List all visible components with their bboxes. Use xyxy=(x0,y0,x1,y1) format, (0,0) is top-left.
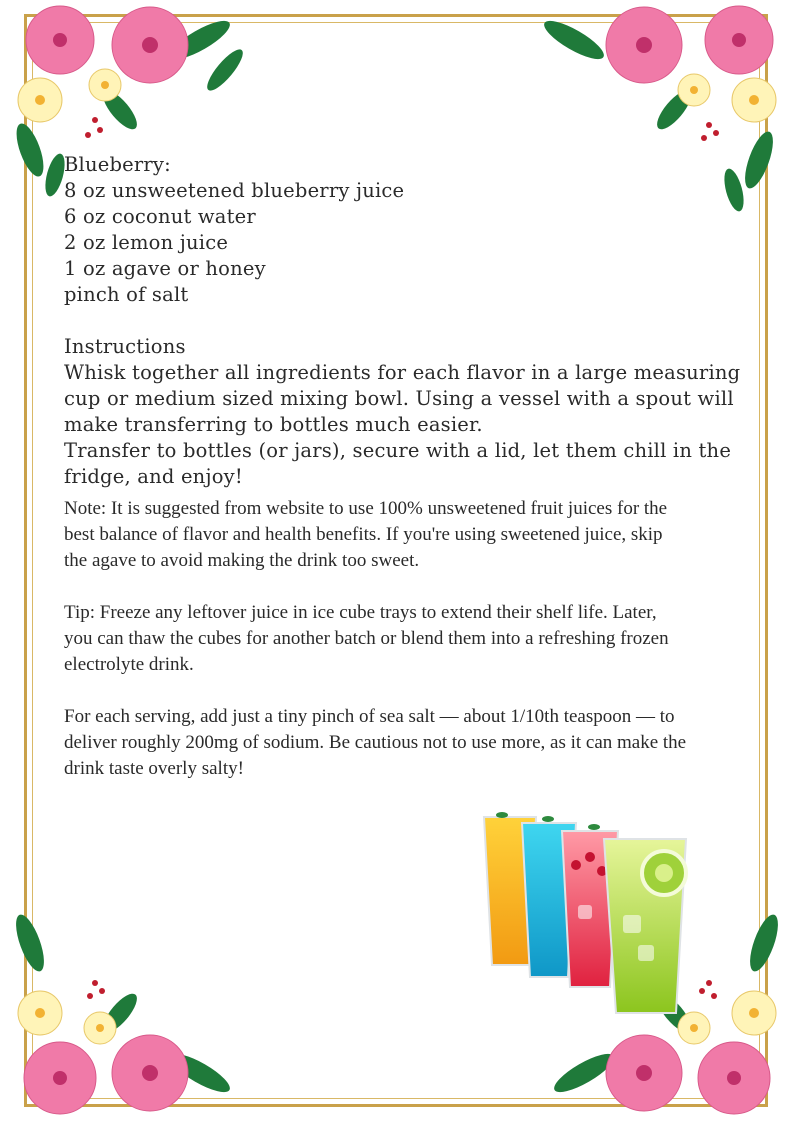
floral-corner-bottom-left xyxy=(0,903,250,1123)
instruction-line: fridge, and enjoy! xyxy=(64,465,243,488)
instructions-heading: Instructions xyxy=(64,335,186,358)
instruction-line: make transferring to bottles much easier. xyxy=(64,413,483,436)
ingredient-item: 6 oz coconut water xyxy=(64,205,256,228)
instruction-line: Whisk together all ingredients for each flavor in a large measuring xyxy=(64,361,741,384)
notes-section xyxy=(64,496,689,782)
recipe-section xyxy=(64,152,741,490)
instruction-line: cup or medium sized mixing bowl. Using a vessel with a spout will xyxy=(64,387,734,410)
recipe-title: Blueberry: xyxy=(64,153,171,176)
ingredient-item: 8 oz unsweetened blueberry juice xyxy=(64,179,405,202)
spacer xyxy=(64,308,714,334)
serving-paragraph: For each serving, add just a tiny pinch of sea salt — about 1/10th teaspoon — to deliver roughly 200mg of sodium. Be cautious not to use more, as it can make the drink taste overly salty! xyxy=(64,706,687,779)
ingredient-item: 1 oz agave or honey xyxy=(64,257,266,280)
recipe-content xyxy=(64,152,741,782)
colorful-drinks-illustration xyxy=(478,805,693,1025)
ingredient-item: pinch of salt xyxy=(64,283,189,306)
tip-paragraph: Tip: Freeze any leftover juice in ice cube trays to extend their shelf life. Later, you can thaw the cubes for another batch or blend them into a refreshing frozen electrolyte drink. xyxy=(64,602,669,675)
ingredient-item: 2 oz lemon juice xyxy=(64,231,229,254)
instruction-line: Transfer to bottles (or jars), secure with a lid, let them chill in the xyxy=(64,439,732,462)
note-paragraph: Note: It is suggested from website to use 100% unsweetened fruit juices for the best balance of flavor and health benefits. If you're using sweetened juice, skip the agave to avoid making the drink too sweet. xyxy=(64,498,668,571)
